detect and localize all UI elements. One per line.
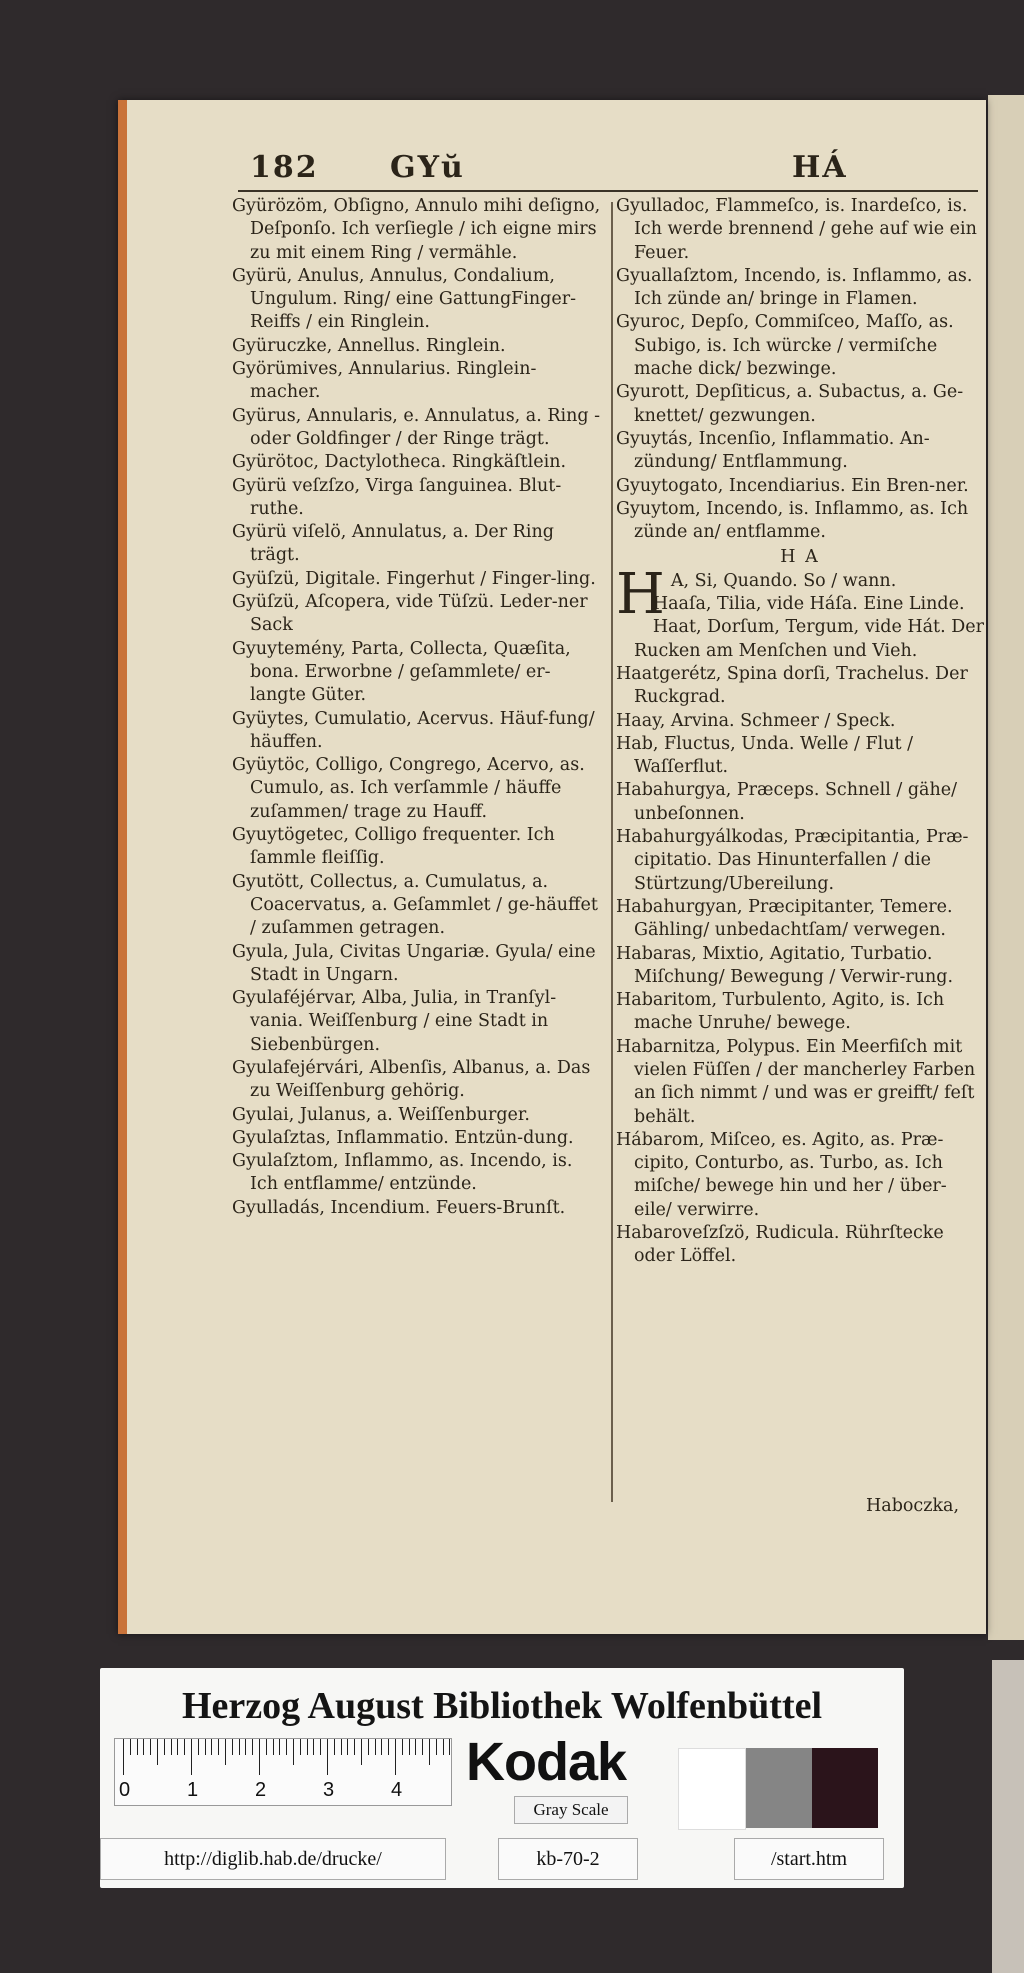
ruler-tick: [252, 1739, 253, 1755]
ruler-number: 2: [255, 1779, 267, 1801]
dictionary-entry: Hábarom, Miſceo, es. Agito, as. Præ-cipito, Conturbo, as. Turbo, as. Ich miſche/ bewege hin und her / über-eile/ verwirre.: [616, 1129, 947, 1220]
dictionary-entry: Gyürus, Annularis, e. Annulatus, a. Ring - oder Goldfinger / der Ringe trägt.: [232, 405, 601, 449]
dictionary-entry: Gyulladás, Incendium. Feuers-Brunſt.: [232, 1197, 566, 1218]
ruler-tick: [361, 1739, 362, 1765]
left-running-header: GYŭ: [390, 150, 465, 185]
ruler-tick: [402, 1739, 403, 1755]
ruler-tick: [143, 1739, 144, 1755]
dictionary-entry: Habaritom, Turbulento, Agito, is. Ich mache Unruhe/ bewege.: [616, 990, 945, 1034]
ruler-tick: [436, 1739, 437, 1755]
shelfmark: kb-70-2: [498, 1838, 638, 1880]
source-url[interactable]: http://diglib.hab.de/drucke/: [100, 1838, 446, 1880]
ruler-tick: [266, 1739, 267, 1755]
gray-swatch-dark: [812, 1748, 878, 1828]
ruler-tick: [320, 1739, 321, 1755]
ruler-tick: [449, 1739, 450, 1755]
dictionary-entry: Gyulaſztom, Inflammo, as. Incendo, is. Ich entflamme/ entzünde.: [232, 1151, 573, 1195]
ruler-tick: [347, 1739, 348, 1755]
ruler-tick: [191, 1739, 192, 1775]
right-running-header: HÁ: [792, 150, 848, 185]
right-column: [616, 195, 984, 1269]
ruler-tick: [150, 1739, 151, 1755]
ruler-tick: [375, 1739, 376, 1755]
ruler-tick: [422, 1739, 423, 1755]
ruler-tick: [130, 1739, 131, 1755]
section-heading: H A: [780, 547, 820, 568]
page-number: 182: [250, 150, 319, 185]
dictionary-entry: Haay, Arvina. Schmeer / Speck.: [616, 710, 896, 731]
ruler-tick: [164, 1739, 165, 1755]
ruler-tick: [300, 1739, 301, 1755]
ruler-tick: [239, 1739, 240, 1755]
dictionary-entry: Gyüſzü, Aſcopera, vide Tüſzü. Leder-ner Sack: [232, 592, 588, 636]
ruler-tick: [429, 1739, 430, 1765]
ruler-tick: [341, 1739, 342, 1755]
ruler-tick: [205, 1739, 206, 1755]
dictionary-entry: Gyuytemény, Parta, Collecta, Quæſita, bona. Erworbne / geſammlete/ er-langte Güter.: [232, 638, 571, 706]
ruler-tick: [198, 1739, 199, 1755]
dictionary-entry: Habaras, Mixtio, Agitatio, Turbatio. Miſchung/ Bewegung / Verwir-rung.: [616, 943, 954, 987]
ruler-tick: [232, 1739, 233, 1755]
dictionary-entry: Györümives, Annularius. Ringlein-macher.: [232, 359, 537, 403]
dictionary-entry: Habarnitza, Polypus. Ein Meerfiſch mit vielen Füſſen / der mancherley Farben an ſich nimmt / und was er greifft/ feſt behält.: [616, 1036, 976, 1127]
dictionary-entry: Gyüruczke, Annellus. Ringlein.: [232, 335, 506, 356]
dictionary-entry: Habahurgyálkodas, Præcipitantia, Præ-cipitatio. Das Hinunterfallen / die Stürtzung/Ubereilung.: [616, 827, 969, 894]
dictionary-entry: Haaſa, Tilia, vide Háſa. Eine Linde.: [652, 594, 965, 615]
ruler-number: 0: [119, 1779, 131, 1801]
dictionary-entry: Gyuytögetec, Colligo frequenter. Ich ſammle fleiſſig.: [232, 825, 555, 869]
adjacent-page-edge-lower: [992, 1660, 1024, 1973]
ruler-tick: [415, 1739, 416, 1755]
dictionary-entry: Gyuytás, Incenſio, Inflammatio. An-zündung/ Entflammung.: [616, 428, 930, 473]
dictionary-entry: Gyürötoc, Dactylotheca. Ringkäſtlein.: [232, 452, 567, 473]
column-divider: [611, 202, 613, 1502]
ruler-tick: [368, 1739, 369, 1755]
gray-scale-label: Gray Scale: [514, 1796, 628, 1824]
dictionary-entry: Gyurott, Depſiticus, a. Subactus, a. Ge-knettet/ gezwungen.: [616, 382, 964, 426]
ruler-tick: [409, 1739, 410, 1755]
dictionary-entry: Gyulaféjérvar, Alba, Julia, in Tranſyl-vania. Weiſſenburg / eine Stadt in Siebenbürgen.: [232, 988, 557, 1055]
ruler-tick: [218, 1739, 219, 1755]
kodak-logo: Kodak: [466, 1732, 627, 1792]
header-rule: [238, 190, 978, 192]
dictionary-entry: Gyuallaſztom, Incendo, is. Inflammo, as. Ich zünde an/ bringe in Flamen.: [616, 265, 973, 310]
catchword: Haboczka,: [866, 1496, 960, 1516]
ruler-tick: [293, 1739, 294, 1765]
dictionary-entry: Gyuytogato, Incendiarius. Ein Bren-ner.: [616, 475, 969, 496]
ruler-tick: [327, 1739, 328, 1775]
ruler-tick: [273, 1739, 274, 1755]
dictionary-entry: Gyulladoc, Flammeſco, is. Inardeſco, is. Ich werde brennend / gehe auf wie ein Feuer.: [616, 196, 977, 263]
dictionary-entry: Gyula, Jula, Civitas Ungariæ. Gyula/ eine Stadt in Ungarn.: [232, 941, 596, 985]
dictionary-entry: Gyürü viſelö, Annulatus, a. Der Ring trägt.: [232, 522, 554, 566]
ruler-tick: [184, 1739, 185, 1755]
scale-ruler: [114, 1738, 452, 1806]
dictionary-entry: Gyürözöm, Obſigno, Annulo mihi deſigno, Deſponſo. Ich verſiegle / ich eigne mirs zu mit einem Ring / vermähle.: [232, 196, 601, 263]
dictionary-entry: Gyüytöc, Colligo, Congrego, Acervo, as. Cumulo, as. Ich verſammle / häuffe zuſammen/ trage zu Hauff.: [232, 755, 585, 822]
dictionary-entry: Gyulafejérvári, Albenſis, Albanus, a. Das zu Weiſſenburg gehörig.: [232, 1057, 591, 1102]
gray-swatch-white: [678, 1748, 746, 1830]
adjacent-page-edge: [988, 95, 1024, 1640]
ruler-tick: [381, 1739, 382, 1755]
ruler-tick: [443, 1739, 444, 1755]
ruler-number: 1: [187, 1779, 199, 1801]
section-first-entry-text: A, Si, Quando. So / wann.: [670, 570, 897, 591]
ruler-tick: [388, 1739, 389, 1755]
dictionary-entry: Habahurgyan, Præcipitanter, Temere. Gähling/ unbedachtſam/ verwegen.: [616, 896, 953, 941]
dictionary-entry: Gyuytom, Incendo, is. Inflammo, as. Ich zünde an/ entflamme.: [616, 498, 969, 543]
ruler-number: 3: [323, 1779, 335, 1801]
drop-capital: H: [616, 561, 665, 627]
ruler-tick: [279, 1739, 280, 1755]
dictionary-entry: Gyuroc, Depſo, Commiſceo, Maſſo, as. Subigo, is. Ich würcke / vermiſche mache dick/ bezwinge.: [616, 312, 954, 380]
ruler-tick: [395, 1739, 396, 1775]
ruler-tick: [225, 1739, 226, 1765]
dictionary-entry: Hab, Fluctus, Unda. Welle / Flut / Waſſerflut.: [616, 733, 914, 778]
dictionary-entry: Gyüſzü, Digitale. Fingerhut / Finger-ling.: [232, 568, 596, 589]
ruler-number: 4: [391, 1779, 403, 1801]
ruler-tick: [313, 1739, 314, 1755]
ruler-tick: [259, 1739, 260, 1775]
ruler-tick: [245, 1739, 246, 1755]
dictionary-entry: Gyürü, Anulus, Annulus, Condalium, Ungulum. Ring/ eine GattungFinger-Reiffs / ein Ringlein.: [232, 265, 576, 333]
dictionary-entry: Gyulai, Julanus, a. Weiſſenburger.: [232, 1104, 530, 1125]
ruler-tick: [177, 1739, 178, 1755]
start-file[interactable]: /start.htm: [734, 1838, 884, 1880]
ruler-tick: [307, 1739, 308, 1755]
gray-swatch-mid: [746, 1748, 812, 1828]
ruler-tick: [137, 1739, 138, 1755]
dictionary-entry: Habahurgya, Præceps. Schnell / gähe/ unbeſonnen.: [616, 780, 958, 824]
dictionary-entry: Habaroveſzſzö, Rudicula. Rührſtecke oder Löffel.: [616, 1223, 944, 1267]
dictionary-entry: Gyüytes, Cumulatio, Acervus. Häuf-fung/ häuffen.: [232, 708, 595, 752]
ruler-tick: [354, 1739, 355, 1755]
dictionary-entry: Haatgerétz, Spina dorſi, Trachelus. Der Ruckgrad.: [616, 663, 968, 708]
left-column: [232, 195, 602, 1220]
dictionary-entry: Gyürü veſzſzo, Virga ſanguinea. Blut-ruthe.: [232, 475, 562, 519]
color-target-card: [100, 1668, 904, 1888]
ruler-tick: [171, 1739, 172, 1755]
ruler-tick: [334, 1739, 335, 1755]
ruler-tick: [286, 1739, 287, 1755]
ruler-tick: [157, 1739, 158, 1765]
ruler-tick: [211, 1739, 212, 1755]
dictionary-entry: Gyulaſztas, Inflammatio. Entzün-dung.: [232, 1127, 574, 1148]
library-title: Herzog August Bibliothek Wolfenbüttel: [181, 1685, 823, 1727]
dictionary-entry: Gyutött, Collectus, a. Cumulatus, a. Coacervatus, a. Geſammlet / ge-häuffet / zuſammen getragen.: [232, 871, 598, 939]
ruler-tick: [123, 1739, 124, 1775]
dictionary-entry: Haat, Dorſum, Tergum, vide Hát. Der Rucken am Menſchen und Vieh.: [634, 617, 984, 661]
